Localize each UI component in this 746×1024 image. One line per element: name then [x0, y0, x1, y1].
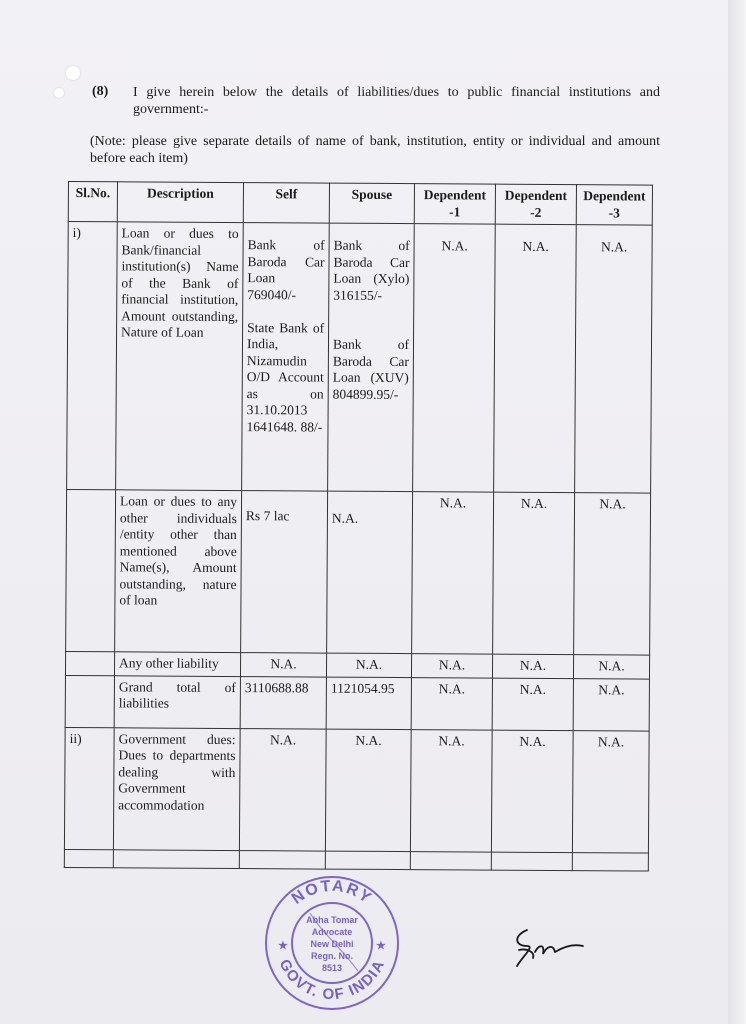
item-number: (8): [92, 84, 109, 99]
header-self: Self: [243, 183, 329, 224]
row-dep1: N.A.: [411, 677, 492, 729]
row-self: N.A.: [240, 653, 326, 677]
table-row: [67, 222, 653, 494]
row-spouse: N.A.: [326, 653, 411, 677]
row-spouse: 1121054.95: [326, 677, 411, 730]
header-slno: Sl.No.: [68, 182, 117, 222]
header-spouse: Spouse: [329, 183, 414, 224]
row-dep3: N.A.: [572, 730, 649, 852]
row-dep3: N.A.: [575, 225, 653, 493]
row-dep3: N.A.: [573, 678, 649, 730]
punch-hole: [54, 88, 64, 98]
table-row: [64, 727, 649, 853]
notary-stamp: [262, 873, 402, 1013]
header-dependent-1: Dependent -1: [414, 184, 495, 224]
row-description: Any other liability: [114, 652, 240, 676]
row-self: N.A.: [239, 728, 326, 851]
stamp-star-icon: ★: [278, 940, 288, 952]
item-text: I give herein below the details of liabilities/dues to public financial institutions and government:-: [133, 85, 660, 117]
row-description: Government dues: Dues to departments dealing with Government accommodation: [113, 727, 240, 850]
table-row: [66, 489, 651, 655]
row-dep1: N.A.: [410, 729, 492, 851]
header-dependent-2: Dependent -2: [495, 184, 576, 224]
row-self: Bank of Baroda Car Loan 769040/- State Bank of India, Nizamudin O/D Account as on 31.10.2013 1641648. 88/-: [242, 223, 330, 492]
signature: [505, 922, 585, 972]
row-dep3: N.A.: [574, 493, 651, 655]
table-row: [65, 675, 649, 731]
table-row: [65, 651, 649, 678]
row-dep2: N.A.: [492, 678, 573, 730]
stamp-star-icon: ★: [376, 940, 386, 952]
row-dep1: N.A.: [411, 654, 492, 678]
row-spouse: Bank of Baroda Car Loan (Xylo) 316155/- Bank of Baroda Car Loan (XUV) 804899.95/-: [328, 223, 415, 492]
row-slno: ii): [64, 727, 114, 849]
row-description: Grand total of liabilities: [114, 675, 240, 728]
row-slno: [66, 489, 116, 651]
row-slno: i): [67, 222, 118, 490]
stamp-bottom-text: GOVT. OF INDIA: [275, 956, 389, 1004]
row-dep1: N.A.: [412, 492, 494, 654]
row-description: Loan or dues to any other individuals /entity other than mentioned above Name(s), Amount outstanding, nature of loan: [115, 490, 242, 653]
stamp-city: New Delhi: [310, 939, 354, 949]
liabilities-table: [64, 181, 653, 871]
row-dep2: N.A.: [493, 492, 575, 654]
row-spouse: N.A.: [327, 491, 413, 654]
note-text: (Note: please give separate details of name of bank, institution, entity or individual and amount before each item): [90, 134, 660, 166]
stamp-regn-no: 8513: [321, 963, 343, 973]
header-description: Description: [117, 182, 243, 223]
row-dep1: N.A.: [413, 224, 496, 492]
row-self: 3110688.88: [240, 676, 326, 729]
row-dep2: N.A.: [492, 654, 573, 678]
header-dependent-3: Dependent -3: [576, 185, 652, 225]
row-dep2: N.A.: [494, 224, 577, 492]
row-dep3: N.A.: [573, 655, 649, 679]
row-description: Loan or dues to Bank/financial institution(s) Name of the Bank of financial institution, Amount outstanding, Nature of Loan: [116, 222, 244, 491]
row-dep2: N.A.: [491, 730, 573, 852]
row-spouse: N.A.: [325, 729, 411, 852]
row-slno: [65, 675, 114, 727]
table-row-empty: [64, 849, 648, 871]
row-slno: [65, 651, 114, 675]
stamp-top-text: NOTARY: [288, 877, 376, 908]
table-header-row: [68, 182, 652, 226]
stamp-name: Abha Tomar: [306, 915, 358, 925]
punch-hole: [66, 66, 80, 80]
row-self: Rs 7 lac: [241, 491, 328, 654]
stamp-title: Advocate: [311, 927, 353, 937]
page-edge: [728, 0, 746, 1024]
stamp-regn-label: Regn. No.: [311, 951, 353, 961]
